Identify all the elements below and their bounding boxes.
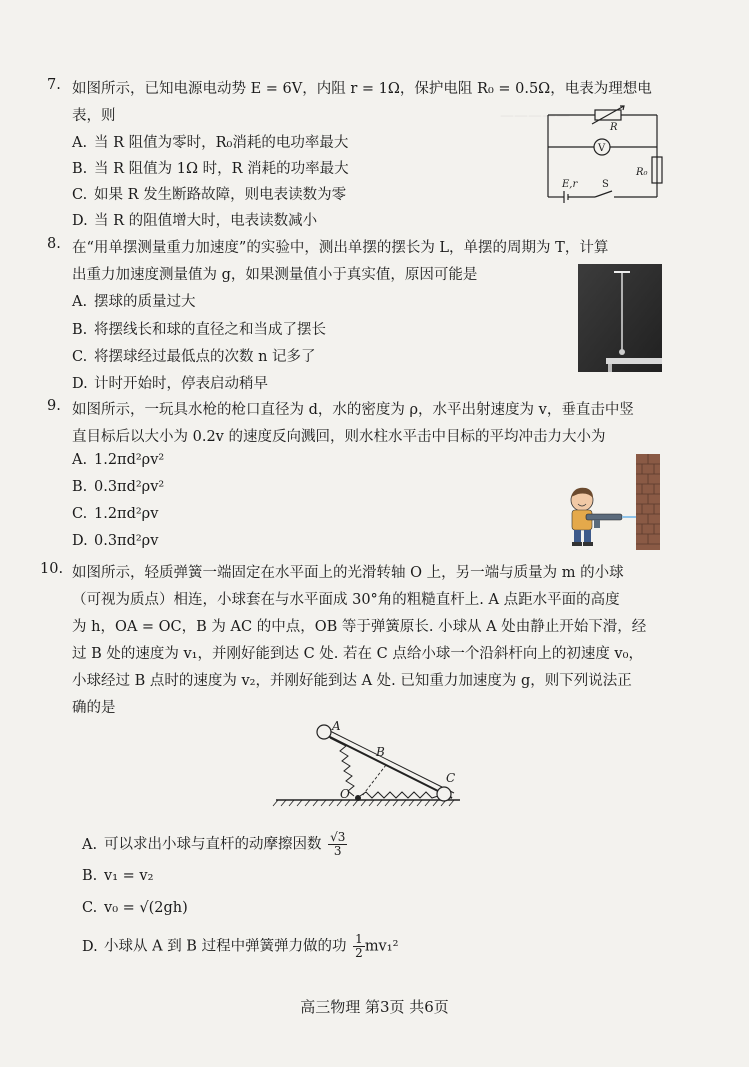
q8-pendulum-photo: [578, 264, 662, 372]
q9-option-d: D. 0.3πd²ρv: [72, 533, 159, 549]
q8-option-c: C. 将摆球经过最低点的次数 n 记多了: [72, 349, 316, 365]
q10-number: 10.: [40, 561, 64, 577]
q10-option-c: C. v₀ = √(2gh): [82, 900, 188, 916]
q9-stem-line1: 如图所示，一玩具水枪的枪口直径为 d，水的密度为 ρ，水平出射速度为 v，垂直击中竖: [72, 402, 634, 418]
q10-option-a-fraction: $\frac{√3}{3}$: [330, 830, 346, 858]
q9-option-c: C. 1.2πd²ρv: [72, 506, 159, 522]
q10-stem-line6: 确的是: [72, 700, 116, 716]
q8-option-d: D. 计时开始时，停表启动稍早: [72, 376, 268, 392]
q10-stem-line5: 小球经过 B 点时的速度为 v₂，并刚好能到达 A 处. 已知重力加速度为 g，则下列说法正: [72, 673, 632, 689]
q9-number: 9.: [47, 398, 61, 414]
q8-stem-line1: 在“用单摆测量重力加速度”的实验中，测出单摆的摆长为 L，单摆的周期为 T，计算: [72, 240, 609, 256]
q8-number: 8.: [47, 236, 61, 252]
q10-stem-line4: 过 B 处的速度为 v₁，并刚好能到达 C 处. 若在 C 点给小球一个沿斜杆向上的初速度 v₀，: [72, 646, 643, 662]
q10-stem-line2: （可视为质点）相连，小球套在与水平面成 30°角的粗糙直杆上. A 点距水平面的高度: [72, 592, 620, 608]
q7-label-source: E,r: [562, 179, 578, 190]
brick-wall: [636, 454, 660, 550]
q7-stem-line1: 如图所示，已知电源电动势 E = 6V，内阻 r = 1Ω，保护电阻 R₀ = 0.5Ω，电表为理想电: [72, 81, 652, 97]
q10-option-d-fraction: $\frac{1}{2}$: [355, 932, 363, 960]
q9-stem-line2: 直目标后以大小为 0.2v 的速度反向溅回，则水柱水平击中目标的平均冲击力大小为: [72, 429, 606, 445]
q8-option-b: B. 将摆线长和球的直径之和当成了摆长: [72, 322, 326, 338]
page-footer: 高三物理 第3页 共6页: [300, 998, 449, 1016]
q8-stem-line2: 出重力加速度测量值为 g，如果测量值小于真实值，原因可能是: [72, 267, 478, 283]
q7-option-d: D. 当 R 的阻值增大时，电表读数减小: [72, 213, 318, 229]
q7-label-r0: R₀: [636, 167, 648, 178]
q7-number: 7.: [47, 77, 61, 93]
q10-option-d: D. 小球从 A 到 B 过程中弹簧弹力做的功 $\frac{1}{2}$ mv₁²: [82, 932, 399, 960]
q10-label-c: C: [446, 771, 456, 785]
q10-label-a: A: [332, 719, 341, 733]
q10-option-b: B. v₁ = v₂: [82, 868, 154, 884]
q10-stem-line1: 如图所示，轻质弹簧一端固定在水平面上的光滑转轴 O 上，另一端与质量为 m 的小球: [72, 565, 624, 581]
q9-water-gun-illustration: [560, 450, 662, 552]
q9-option-a: A. 1.2πd²ρv²: [72, 452, 165, 468]
q10-incline-figure: [268, 718, 468, 810]
q10-option-a: A. 可以求出小球与直杆的动摩擦因数 $\frac{√3}{3}$: [82, 830, 346, 858]
water-gun: [586, 514, 636, 528]
q7-circuit-diagram: [540, 105, 665, 205]
q7-label-r: R: [610, 122, 618, 133]
q7-option-a: A. 当 R 阻值为零时，R₀消耗的电功率最大: [72, 135, 349, 151]
bleed-through: —————: [500, 108, 570, 124]
q7-option-c: C. 如果 R 发生断路故障，则电表读数为零: [72, 187, 347, 203]
q9-option-b: B. 0.3πd²ρv²: [72, 479, 165, 495]
q7-label-v: V: [598, 143, 606, 154]
q10-label-o: O: [340, 787, 350, 801]
q10-label-b: B: [376, 745, 385, 759]
q7-option-b: B. 当 R 阻值为 1Ω 时，R 消耗的功率最大: [72, 161, 349, 177]
q8-option-a: A. 摆球的质量过大: [72, 294, 196, 310]
q7-label-switch: S: [602, 179, 609, 190]
q10-stem-line3: 为 h，OA = OC，B 为 AC 的中点，OB 等于弹簧原长. 小球从 A 处由静止开始下滑，经: [72, 619, 647, 635]
q7-stem-line2: 表，则: [72, 108, 116, 124]
